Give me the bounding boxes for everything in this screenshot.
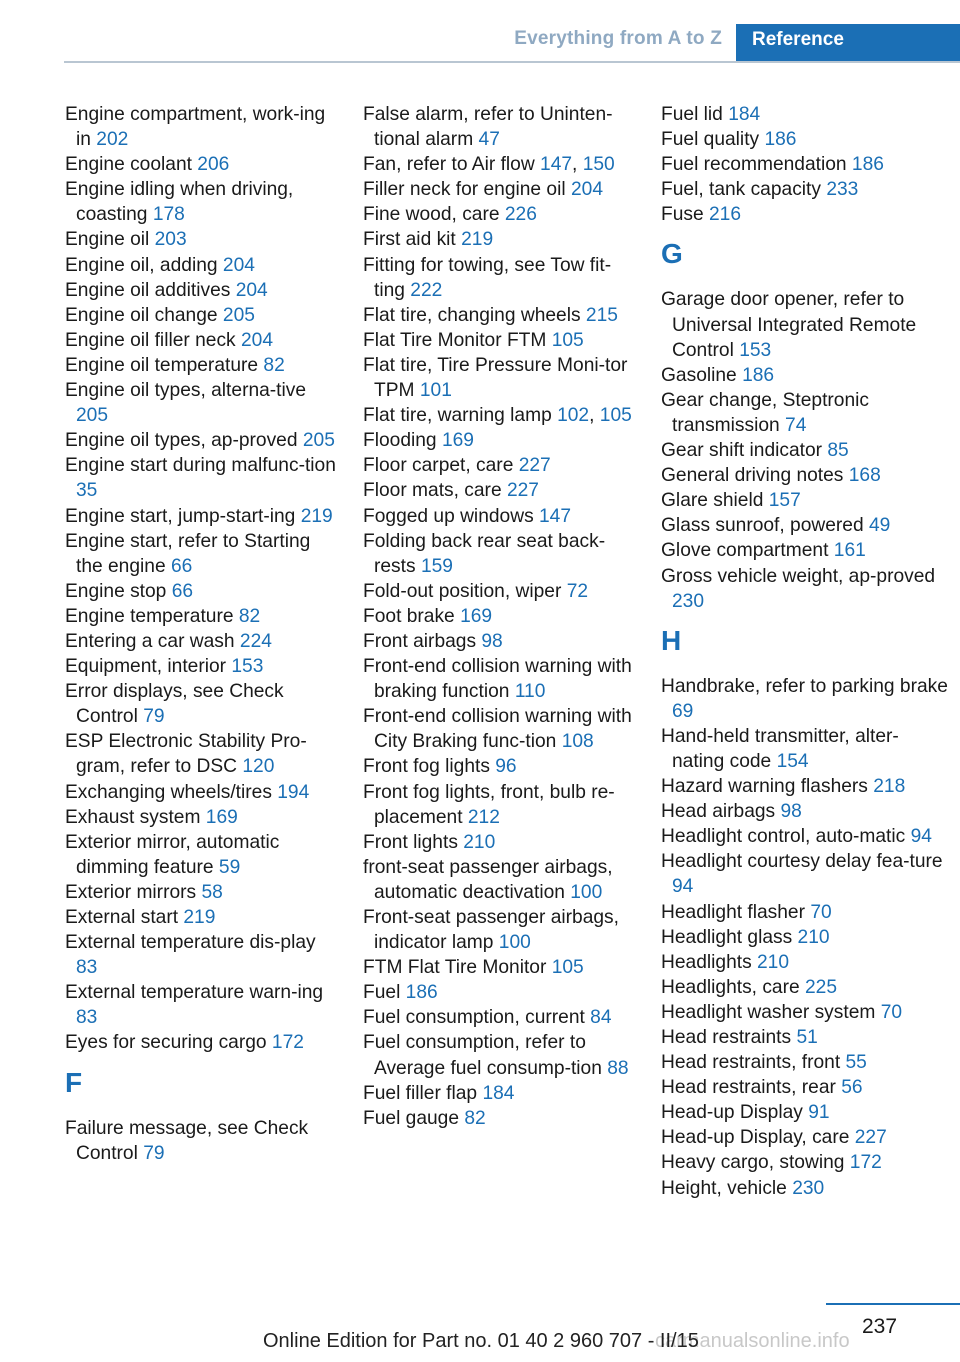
page-link[interactable]: 84 [590, 1007, 612, 1029]
index-entry [363, 579, 638, 604]
index-entry [661, 127, 951, 152]
index-term: Floor carpet, care [363, 455, 514, 477]
page-link[interactable]: 212 [467, 806, 500, 828]
index-term: Fuel consumption, refer to Average fuel consump-tion [363, 1032, 602, 1079]
index-term: Engine oil [65, 229, 150, 251]
page-link[interactable]: 70 [880, 1001, 903, 1023]
index-entry [65, 303, 340, 328]
page-link[interactable]: 224 [239, 630, 272, 652]
index-term: Floor mats, care [363, 480, 502, 502]
index-entry [363, 980, 638, 1005]
page-number: 237 [862, 1315, 898, 1338]
page-link[interactable]: 110 [514, 681, 546, 703]
index-term: Glass sunroof, powered [661, 515, 864, 537]
index-entry [661, 975, 951, 1000]
page-link[interactable]: 69 [672, 700, 694, 722]
page-link[interactable]: 96 [495, 756, 517, 778]
index-entry [661, 1075, 951, 1100]
page-link[interactable]: 66 [171, 580, 194, 602]
index-term: Fuel [363, 982, 401, 1004]
index-entry [363, 1081, 638, 1106]
index-term: Fan, refer to Air flow [363, 154, 535, 176]
index-entry [363, 1030, 638, 1080]
page-link[interactable]: 210 [463, 831, 496, 853]
index-term: Headlight courtesy delay fea-ture [661, 851, 943, 873]
page-link[interactable]: 98 [780, 801, 802, 823]
section-letter: H [661, 624, 682, 656]
index-column-2 [363, 102, 638, 1131]
index-entry [65, 378, 340, 428]
index-term: Hazard warning flashers [661, 776, 868, 798]
index-term: ESP Electronic Stability Pro-gram, refer to DSC [65, 731, 307, 778]
index-entry [65, 253, 340, 278]
page-link[interactable]: 216 [709, 204, 742, 226]
page-link[interactable]: 205 [302, 430, 335, 452]
index-entry [661, 1050, 951, 1075]
page-link[interactable]: 88 [607, 1057, 629, 1079]
index-term: Fuel consumption, current [363, 1007, 585, 1029]
index-term: Head restraints, front [661, 1052, 841, 1074]
index-entry [363, 102, 638, 152]
index-term: Gear change, Steptronic transmission [661, 389, 869, 436]
index-column-1 [65, 102, 340, 1166]
index-term: Head-up Display [661, 1102, 803, 1124]
index-entry [65, 428, 340, 453]
index-entry [661, 774, 951, 799]
index-term: Head-up Display, care [661, 1127, 850, 1149]
page-link[interactable]: 105 [551, 957, 584, 979]
footer-divider [826, 1303, 960, 1305]
page-link[interactable]: 74 [785, 414, 807, 436]
page-link[interactable]: 49 [868, 515, 891, 537]
index-term: Fuel quality [661, 129, 760, 151]
page-link[interactable]: 202 [96, 129, 129, 151]
page-link[interactable]: 83 [76, 957, 98, 979]
index-entry [65, 529, 340, 579]
header-tab-reference: Reference [736, 24, 960, 62]
index-term: Engine oil types, ap-proved [65, 430, 298, 452]
page-link[interactable]: 157 [768, 490, 801, 512]
page-link[interactable]: 205 [76, 405, 109, 427]
index-entry [661, 388, 951, 438]
index-term: Engine oil filler neck [65, 329, 236, 351]
index-entry [661, 513, 951, 538]
index-entry [363, 202, 638, 227]
index-term: Exterior mirrors [65, 881, 197, 903]
page-link[interactable]: 169 [441, 430, 474, 452]
index-entry [65, 1116, 340, 1166]
page-link[interactable]: 168 [848, 465, 881, 487]
index-entry [363, 654, 638, 704]
page-link[interactable]: 120 [242, 756, 275, 778]
page-link[interactable]: 219 [300, 505, 333, 527]
index-term: front-seat passenger airbags, automatic deactivation [363, 856, 613, 903]
index-term: Fuel, tank capacity [661, 179, 821, 201]
index-term: Equipment, interior [65, 656, 227, 678]
index-term: Headlight control, auto-matic [661, 826, 906, 848]
index-term: Engine compartment, work-ing in [65, 104, 326, 151]
index-entry [363, 855, 638, 905]
page-link[interactable]: 94 [672, 876, 694, 898]
index-entry [661, 1100, 951, 1125]
index-term: Front fog lights, front, bulb re-placement [363, 781, 615, 828]
index-term: Gear shift indicator [661, 440, 823, 462]
watermark: carmanualsonline.info [655, 1330, 850, 1352]
page-link[interactable]: 100 [498, 932, 531, 954]
page-link[interactable]: 47 [478, 129, 500, 151]
page-link[interactable]: 108 [561, 731, 594, 753]
index-term: Headlight washer system [661, 1001, 876, 1023]
index-entry [363, 227, 638, 252]
page-link[interactable]: 153 [739, 339, 772, 361]
index-term: First aid kit [363, 229, 456, 251]
index-term: Error displays, see Check Control [65, 681, 284, 728]
index-entry [363, 955, 638, 980]
index-entry [363, 754, 638, 779]
index-entry [661, 564, 951, 614]
page-link[interactable]: 159 [420, 555, 453, 577]
index-term: Failure message, see Check Control [65, 1117, 309, 1164]
page-link[interactable]: 79 [143, 706, 165, 728]
page-link[interactable]: 105 [599, 405, 632, 427]
page-link[interactable]: 59 [218, 856, 241, 878]
index-term: Headlight glass [661, 926, 793, 948]
index-term: Fuel lid [661, 104, 723, 125]
index-entry [363, 704, 638, 754]
index-entry [661, 202, 951, 227]
section-letter: F [65, 1066, 83, 1098]
header-divider [64, 61, 960, 63]
index-term: False alarm, refer to Uninten-tional alarm [363, 104, 613, 151]
page-link[interactable]: 82 [238, 605, 261, 627]
index-term: General driving notes [661, 465, 844, 487]
index-column-3 [661, 102, 951, 1201]
index-term: External temperature dis-play [65, 932, 316, 954]
index-term: Flat tire, warning lamp [363, 405, 552, 427]
page-link[interactable]: 227 [506, 480, 539, 502]
index-entry [65, 1030, 340, 1055]
index-term: External start [65, 907, 179, 928]
index-entry [363, 303, 638, 328]
index-term: Glare shield [661, 490, 764, 512]
index-entry: Fan, refer to Air flow 147, 150 [363, 154, 615, 176]
index-term: Headlights, care [661, 976, 800, 998]
page-link[interactable]: 51 [796, 1027, 818, 1048]
index-term: Headlights [661, 951, 752, 973]
index-entry [65, 880, 340, 905]
page-link[interactable]: 227 [854, 1127, 887, 1149]
page-link[interactable]: 82 [263, 354, 285, 376]
page-link[interactable]: 186 [851, 154, 884, 176]
page-link[interactable]: 102 [557, 405, 590, 427]
index-entry [661, 488, 951, 513]
index-entry [363, 478, 638, 503]
page-link[interactable]: 147 [540, 154, 573, 176]
page-link[interactable]: 186 [405, 982, 438, 1004]
index-entry [661, 463, 951, 488]
index-entry [661, 900, 951, 925]
index-term: Fitting for towing, see Tow fit-ting [363, 254, 612, 301]
page-link[interactable]: 230 [792, 1177, 825, 1199]
index-term: Front-seat passenger airbags, indicator lamp [363, 907, 619, 954]
index-entry [65, 905, 340, 930]
page-header [0, 0, 960, 64]
page-link[interactable]: 222 [410, 279, 443, 301]
page-link[interactable]: 150 [582, 154, 615, 176]
page-link[interactable]: 98 [481, 630, 503, 652]
page-link[interactable]: 56 [841, 1077, 863, 1099]
page-link[interactable]: 215 [585, 304, 618, 326]
page-link[interactable]: 210 [797, 926, 830, 948]
index-entry [661, 674, 951, 724]
index-term: Flat tire, Tire Pressure Moni-tor TPM [363, 354, 628, 402]
index-entry [661, 950, 951, 975]
index-entry [661, 1125, 951, 1150]
index-term: Engine coolant [65, 154, 192, 176]
index-term: Gross vehicle weight, ap-proved [661, 565, 936, 587]
page-link[interactable]: 205 [222, 304, 255, 326]
edition-footer: Online Edition for Part no. 01 40 2 960 707 - II/15 [263, 1330, 699, 1352]
page-link[interactable]: 204 [222, 254, 255, 276]
page-link[interactable]: 186 [742, 364, 775, 386]
index-entry [363, 629, 638, 654]
index-term: Fogged up windows [363, 505, 534, 527]
index-entry [661, 799, 951, 824]
index-entry [363, 453, 638, 478]
index-entry [661, 1025, 951, 1050]
index-term: Front airbags [363, 630, 477, 652]
page-link[interactable]: 233 [826, 179, 859, 201]
page-link[interactable]: 204 [570, 179, 603, 201]
index-entry [65, 504, 340, 529]
index-term: Folding back rear seat back-rests [363, 530, 606, 577]
index-term: FTM Flat Tire Monitor [363, 957, 547, 979]
page-link[interactable]: 100 [570, 881, 603, 903]
page-link[interactable]: 206 [197, 154, 230, 176]
index-entry [661, 1150, 951, 1175]
page-link[interactable]: 218 [873, 776, 906, 798]
index-entry [65, 353, 340, 378]
index-entry [363, 1106, 638, 1131]
index-entry [65, 629, 340, 654]
index-entry [363, 253, 638, 303]
page-link[interactable]: 82 [464, 1107, 486, 1129]
index-term: Head restraints [661, 1027, 792, 1048]
index-entry [661, 152, 951, 177]
index-term: Engine stop [65, 580, 167, 602]
index-term: Hand-held transmitter, alter-nating code [661, 725, 899, 772]
index-term: Fuel filler flap [363, 1082, 478, 1104]
page-link[interactable]: 58 [201, 881, 223, 903]
index-entry [661, 287, 951, 362]
index-entry [65, 654, 340, 679]
index-entry [661, 438, 951, 463]
index-term: Engine start, refer to Starting the engine [65, 530, 311, 577]
index-entry [363, 504, 638, 529]
page-link[interactable]: 66 [170, 555, 193, 577]
page-link[interactable]: 101 [419, 380, 452, 402]
index-term: Engine oil change [65, 304, 218, 326]
page-link[interactable]: 161 [833, 540, 866, 562]
index-term: Exchanging wheels/tires [65, 781, 272, 803]
index-term: Front-end collision warning with City Braking func-tion [363, 706, 632, 753]
index-term: Flat tire, changing wheels [363, 304, 581, 326]
index-term: Front-end collision warning with braking function [363, 656, 632, 703]
index-entry [363, 604, 638, 629]
index-term: Foot brake [363, 605, 455, 627]
page-link[interactable]: 147 [539, 505, 572, 527]
page-link[interactable]: 184 [482, 1082, 515, 1104]
page-link[interactable]: 184 [728, 104, 761, 125]
page-link[interactable]: 169 [205, 806, 238, 828]
index-entry [65, 679, 340, 729]
index-term: Head airbags [661, 801, 776, 823]
header-section-title: Everything from A to Z [514, 28, 722, 49]
index-term: Engine oil additives [65, 279, 231, 301]
index-term: Garage door opener, refer to Universal Integrated Remote Control [661, 289, 917, 361]
index-entry [661, 102, 951, 127]
index-term: Fuel gauge [363, 1107, 460, 1129]
index-term: Flooding [363, 430, 437, 452]
page-link[interactable]: 91 [808, 1102, 830, 1124]
index-entry [661, 538, 951, 563]
index-entry [363, 177, 638, 202]
index-entry [363, 428, 638, 453]
page-link[interactable]: 85 [827, 440, 849, 462]
page-link[interactable]: 72 [566, 580, 589, 602]
page-link[interactable]: 83 [76, 1007, 98, 1029]
index-term: External temperature warn-ing [65, 982, 324, 1004]
page-link[interactable]: 219 [461, 229, 494, 251]
index-term: Exterior mirror, automatic dimming feature [65, 831, 280, 878]
index-term: Engine idling when driving, coasting [65, 179, 294, 226]
page-link[interactable]: 194 [277, 781, 310, 803]
index-entry [363, 780, 638, 830]
page-link[interactable]: 94 [910, 826, 932, 848]
index-entry [65, 102, 340, 152]
index-term: Fine wood, care [363, 204, 500, 226]
page-link[interactable]: 186 [764, 129, 797, 151]
page-link[interactable]: 172 [271, 1032, 304, 1054]
index-term: Fuel recommendation [661, 154, 847, 176]
index-term: Front lights [363, 831, 458, 853]
index-entry [65, 328, 340, 353]
index-term: Exhaust system [65, 806, 201, 828]
index-entry [65, 278, 340, 303]
page-link[interactable]: 79 [143, 1142, 165, 1164]
index-entry [65, 830, 340, 880]
index-term: Flat Tire Monitor FTM [363, 329, 547, 351]
index-entry [661, 363, 951, 388]
index-entry [65, 579, 340, 604]
index-entry [661, 1176, 951, 1201]
index-entry [363, 529, 638, 579]
index-entry [661, 849, 951, 899]
index-entry [65, 604, 340, 629]
index-term: Fold-out position, wiper [363, 580, 562, 602]
index-term: Entering a car wash [65, 630, 235, 652]
index-term: Height, vehicle [661, 1177, 787, 1199]
index-entry [661, 1000, 951, 1025]
page-link[interactable]: 178 [152, 204, 185, 226]
page-link[interactable]: 154 [776, 750, 809, 772]
index-term: Engine start during malfunc-tion [65, 455, 336, 477]
index-term: Heavy cargo, stowing [661, 1152, 845, 1174]
index-term: Engine oil, adding [65, 254, 218, 276]
index-entry [363, 1005, 638, 1030]
index-term: Eyes for securing cargo [65, 1032, 267, 1054]
page-link[interactable]: 172 [849, 1152, 882, 1174]
index-entry [65, 729, 340, 779]
index-entry [65, 227, 340, 252]
index-entry [661, 724, 951, 774]
page-link[interactable]: 227 [518, 455, 551, 477]
index-term: Fuse [661, 204, 704, 226]
page-link[interactable]: 226 [504, 204, 537, 226]
page-link[interactable]: 70 [810, 901, 832, 923]
index-entry: Flat tire, warning lamp 102, 105 [363, 405, 632, 427]
page-link[interactable]: 204 [241, 329, 274, 351]
page-link[interactable]: 225 [805, 976, 838, 998]
index-entry [65, 453, 340, 503]
index-term: Glove compartment [661, 540, 829, 562]
page-link[interactable]: 219 [183, 907, 216, 928]
index-entry [363, 905, 638, 955]
index-term: Engine oil types, alterna-tive [65, 380, 307, 402]
section-letter: G [661, 238, 683, 270]
page-link[interactable]: 203 [154, 229, 187, 251]
index-term: Headlight flasher [661, 901, 805, 923]
index-term: Front fog lights [363, 756, 490, 778]
page-link[interactable]: 55 [845, 1052, 867, 1074]
index-entry [65, 780, 340, 805]
index-entry [65, 930, 340, 980]
index-term: Engine temperature [65, 605, 234, 627]
page-link[interactable]: 35 [76, 480, 98, 502]
index-entry [65, 805, 340, 830]
page-link[interactable]: 210 [757, 951, 790, 973]
index-entry [363, 328, 638, 353]
index-entry [65, 177, 340, 227]
index-entry [661, 925, 951, 950]
index-term: Handbrake, refer to parking brake [661, 675, 948, 697]
page-link[interactable]: 105 [551, 329, 584, 351]
index-entry [661, 177, 951, 202]
index-entry [363, 830, 638, 855]
index-entry [363, 353, 638, 403]
page-link[interactable]: 204 [235, 279, 268, 301]
index-entry [65, 152, 340, 177]
index-term: Engine start, jump-start-ing [65, 505, 296, 527]
index-term: Filler neck for engine oil [363, 179, 566, 201]
page-link[interactable]: 169 [460, 605, 493, 627]
index-term: Head restraints, rear [661, 1077, 836, 1099]
index-term: Engine oil temperature [65, 354, 259, 376]
index-term: Gasoline [661, 364, 737, 386]
index-entry [65, 980, 340, 1030]
page-link[interactable]: 230 [672, 590, 705, 612]
page-link[interactable]: 153 [231, 656, 264, 678]
index-entry [661, 824, 951, 849]
